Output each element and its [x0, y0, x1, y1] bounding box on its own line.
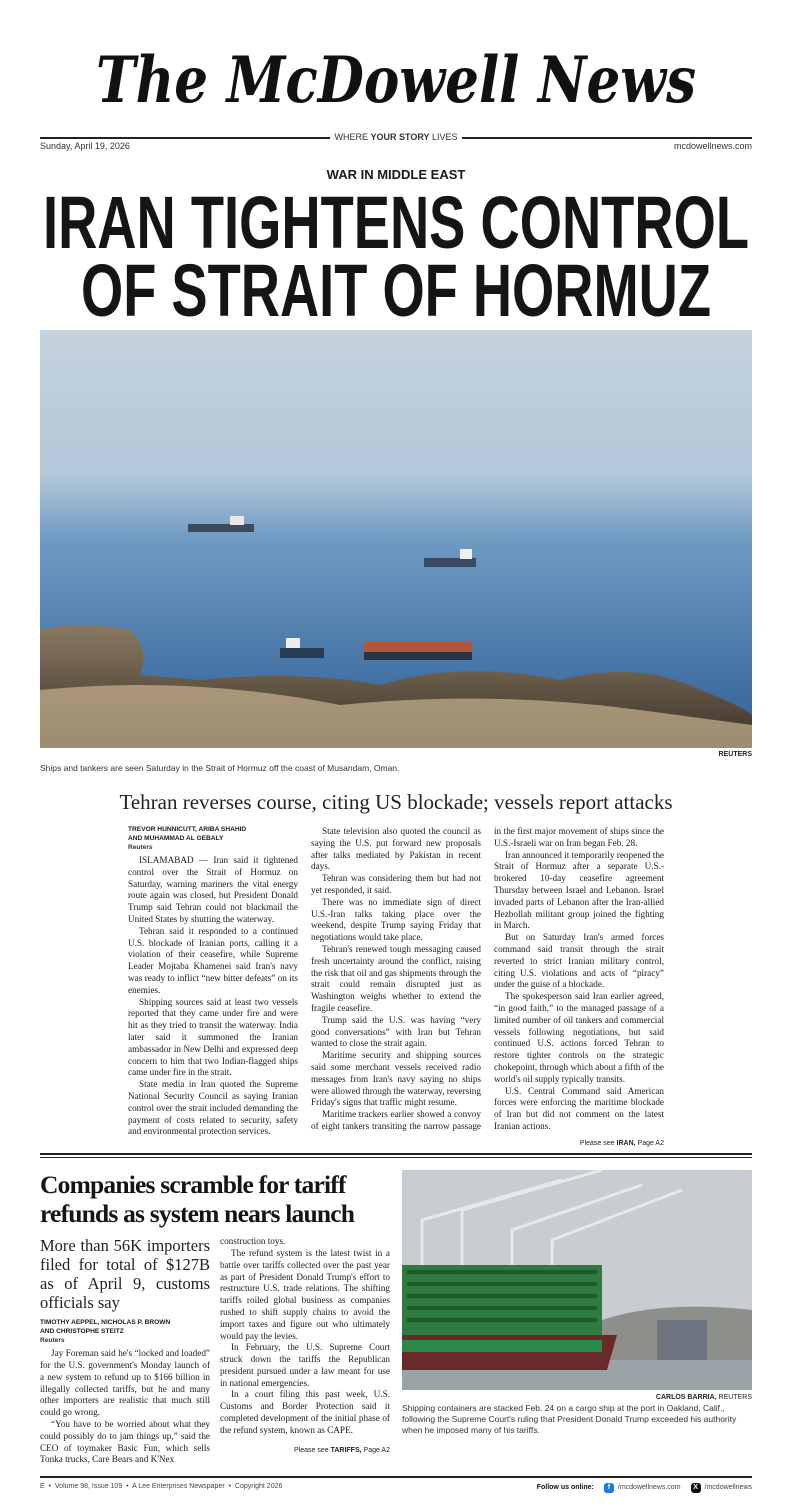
tariffs-column-b [220, 1236, 390, 1466]
paragraph: Jay Foreman said he's “locked and loaded” for the U.S. government's Monday launch of a new system to refund up to $166 billion in illegally collected tariffs, but he and many other importers are realistic that much still could go wrong. [40, 1348, 210, 1418]
photo-credit [402, 1394, 752, 1401]
headline-line: IRAN TIGHTENS CONTROL [43, 188, 749, 264]
facebook-link[interactable]: /mcdowellnews.com [617, 1484, 681, 1492]
byline-line: AND MUHAMMAD AL GEBALY [128, 834, 224, 842]
paragraph: Trump said the U.S. was having “very good conversations” with Iran but Tehran wanted to close the strait again. [311, 1014, 481, 1049]
credit-name: CARLOS BARRIA, [655, 1394, 717, 1402]
masthead-logo [40, 34, 752, 120]
paragraph: State media in Iran quoted the Supreme National Security Council as saying Iranian control over the strait included demanding the payment of costs related to security, safety and environmental protection services. [128, 1079, 298, 1137]
photo-caption: Ships and tankers are seen Saturday in the Strait of Hormuz off the coast of Musandam, Oman. [40, 763, 400, 773]
paragraph: Tehran was considering them but had not yet responded, it said. [311, 873, 481, 895]
website[interactable]: mcdowellnews.com [673, 141, 752, 151]
cargo-ship-photo [402, 1170, 752, 1390]
facebook-icon: f [604, 1483, 614, 1493]
section-rules [40, 1153, 752, 1158]
x-link[interactable]: /mcdowellnews [704, 1484, 752, 1492]
lower-section [0, 826, 792, 1493]
footer-info: E • Volume 98, Issue 109 • A Lee Enterprises Newspaper • Copyright 2026 [40, 1482, 283, 1490]
strait-photo [40, 330, 752, 748]
photo-credit: REUTERS [718, 751, 752, 758]
paragraph: Shipping sources said at least two vessels reported that they came under fire and were hit as they tried to transit the waterway. India later said it summoned the Iranian ambassador in New Delhi and expressed deep concern to him that two Indian-flagged ships came under fire in the strait. [128, 996, 298, 1078]
paragraph: “You have to be worried about what they could possibly do to jam things up,” said the CEO of toymaker Basic Fun, which sells Tonka trucks, Care Bears and K'Nex [40, 1418, 210, 1465]
tagline-bold: YOUR STORY [370, 132, 430, 142]
paragraph-continued: construction toys. [220, 1236, 286, 1247]
paragraph: But on Saturday Iran's armed forces command said transit through the strait reverted to strict Iranian military control, citing U.S. violations and acts of “piracy” under the guise of a blockade. [494, 932, 664, 990]
kicker: WAR IN MIDDLE EAST [326, 167, 466, 182]
byline-line: TREVOR HUNNICUTT, ARIBA SHAHID [128, 826, 247, 833]
tariffs-text [40, 1170, 390, 1466]
tariffs-column-a [40, 1236, 210, 1466]
tariffs-story [40, 1170, 752, 1466]
paragraph: ISLAMABAD — Iran said it tightened control over the Strait of Hormuz on Saturday, warning mariners the vital energy route again was closed, but President Donald Trump said Tehran could not blackmail the United States by shutting the waterway. [128, 855, 298, 924]
jump-pre: Please see [294, 1446, 331, 1454]
agency: Reuters [40, 1337, 65, 1345]
paragraph: State television also quoted the council as saying the U.S. put forward new proposals after talks mediated by Pakistan in recent days. [311, 826, 481, 872]
follow-label: Follow us online: [536, 1484, 594, 1492]
lead-subhead: Tehran reverses course, citing US blockade; vessels report attacks [119, 790, 673, 814]
tariffs-headline: Companies scramble for tariff refunds as system nears launch [40, 1170, 355, 1229]
byline-line: TIMOTHY AEPPEL, NICHOLAS P. BROWN [40, 1319, 171, 1327]
tariffs-jump-link[interactable] [220, 1445, 390, 1457]
lead-headline [40, 188, 752, 324]
footer [40, 1483, 752, 1493]
tariffs-columns [40, 1236, 390, 1466]
issue-date: Sunday, April 19, 2026 [40, 141, 130, 151]
credit-agency: REUTERS [716, 1394, 752, 1402]
jump-bold: TARIFFS, [330, 1446, 362, 1454]
paragraph: In a court filing this past week, U.S. Customs and Border Protection said it completed development of the initial phase of the refund system, known as CAPE. [220, 1389, 390, 1435]
section-rule [40, 1157, 752, 1158]
tagline-post: LIVES [429, 132, 458, 142]
headline-line: OF STRAIT OF HORMUZ [81, 249, 711, 324]
photo-caption: Shipping containers are stacked Feb. 24 on a cargo ship at the port in Oakland, Calif., following the Supreme Court's ruling that President Donald Trump exceeded his authority when he imposed many of his tariffs. [402, 1403, 737, 1436]
iran-jump-link[interactable] [128, 1140, 664, 1147]
jump-bold: IRAN, [616, 1140, 636, 1148]
paragraph: Iran announced it temporarily reopened the Strait of Hormuz after a separate U.S.-brokered 10-day ceasefire agreement Thursday between Israel and Lebanon. Israel invaded parts of Lebanon after the Iran-allied Hezbollah militant group joined the fighting in March. [494, 849, 664, 931]
paragraph: The spokesperson said Iran earlier agreed, “in good faith,” to the managed passage of a limited number of oil tankers and commercial vessels following negotiations, but said continued U.S. actions forced Tehran to restore tighter controls on the strategic chokepoint, through which about a fifth of the world's oil supply typically transits. [494, 991, 664, 1084]
tariffs-photo-block [402, 1170, 752, 1466]
x-icon: X [691, 1483, 701, 1493]
section-rule [40, 1153, 752, 1155]
byline [40, 1319, 210, 1336]
tagline-pre: WHERE [334, 132, 371, 142]
paragraph: Maritime security and shipping sources said some merchant vessels received radio messages from Iran's navy saying no ships were allowed through the waterway, reversing Friday's signs that traffic might resume. [311, 1050, 481, 1108]
agency: Reuters [128, 844, 153, 851]
paragraph: U.S. Central Command said American forces were enforcing the maritime blockade of Iran but did not comment on the latest Iranian actions. [494, 1085, 664, 1131]
paragraph: Tehran said it responded to a continued U.S. blockade of Iranian ports, calling it a violation of their ceasefire, while Supreme Leader Mojtaba Khamenei said Iran's navy was ready to inflict “new bitter defeats” on its enemies. [128, 925, 298, 995]
lead-article-body [128, 826, 664, 1138]
paragraph: There was no immediate sign of direct U.S.-Iran talks taking place over the weekend, despite Trump saying Friday that negotiations would take place. [311, 896, 481, 943]
paragraph: Tehran's renewed tough messaging caused fresh uncertainty around the conflict, raising the risk that oil and gas shipments through the strait could remain disrupted just as Washington weighs whether to extend the fragile ceasefire. [311, 943, 481, 1013]
paragraph: In February, the U.S. Supreme Court struck down the tariffs the Republican president pursued under a law meant for use in national emergencies. [220, 1342, 390, 1388]
masthead-title: The McDowell News [96, 43, 696, 118]
footer-rule [40, 1476, 752, 1478]
jump-post: Page A2 [361, 1446, 390, 1454]
byline [128, 826, 298, 843]
byline-line: AND CHRISTOPHE STEITZ [40, 1327, 124, 1335]
paragraph: The refund system is the latest twist in a battle over tariffs collected over the past year as part of President Donald Trump's effort to restructure U.S. trade relations. The shifting tariffs roiled global business as companies rushed to shift supply chains to avoid the import taxes and figure out who ultimately would pay the levies. [220, 1247, 390, 1341]
ship [364, 642, 472, 660]
jump-post: Page A2 [635, 1140, 664, 1148]
follow-us [537, 1483, 752, 1493]
tariffs-deck: More than 56K importers filed for total of $127B as of April 9, customs officials say [40, 1236, 210, 1313]
paragraph: Maritime trackers earlier showed a convoy of eight tankers transiting the narrow passage in the first major movement of ships since the U.S.-Israeli war on Iran began Feb. 28. [311, 826, 664, 1131]
jump-pre: Please see [579, 1140, 617, 1148]
